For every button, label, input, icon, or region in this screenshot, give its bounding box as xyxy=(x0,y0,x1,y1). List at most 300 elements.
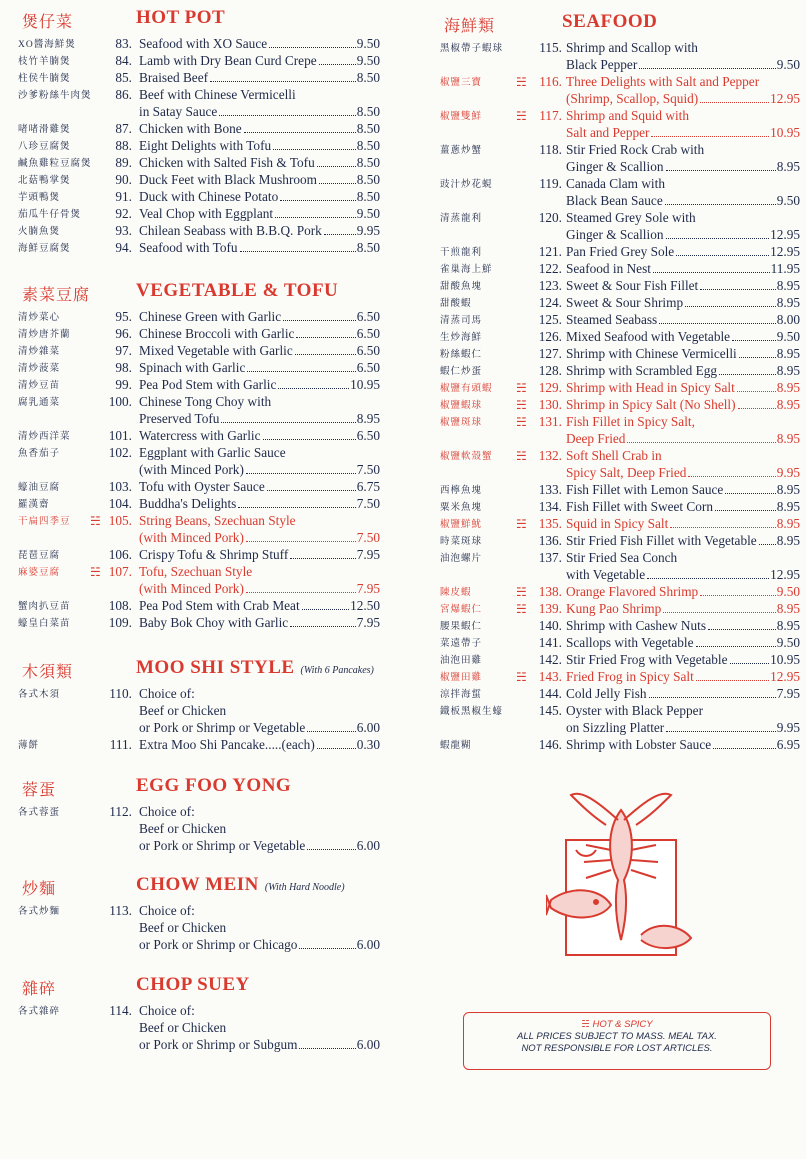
item-line xyxy=(566,668,800,685)
item-price: 8.95 xyxy=(776,363,800,378)
item-number: 118. xyxy=(539,142,562,157)
hot-pepper-icon: ☵ xyxy=(516,75,527,89)
item-description: Cold Jelly Fish xyxy=(566,686,647,701)
dot-leader xyxy=(647,578,769,579)
item-price: 6.00 xyxy=(356,720,380,735)
item-line xyxy=(566,396,800,413)
item-chinese-name: 腐乳通菜 xyxy=(18,398,61,408)
item-line xyxy=(566,260,800,277)
item-price: 7.50 xyxy=(356,530,380,545)
item-description: Shrimp with Scrambled Egg xyxy=(566,363,718,378)
item-chinese-name: 火腩魚煲 xyxy=(18,227,61,237)
item-description: Beef or Chicken xyxy=(139,1020,227,1035)
item-line xyxy=(139,393,380,410)
item-price: 12.95 xyxy=(770,567,800,582)
item-description: Shrimp with Chinese Vermicelli xyxy=(566,346,737,361)
lost-articles-notice: NOT RESPONSIBLE FOR LOST ARTICLES. xyxy=(521,1043,713,1054)
item-description: Sweet & Sour Fish Fillet xyxy=(566,278,699,293)
hot-pepper-icon: ☵ xyxy=(516,398,527,412)
item-line xyxy=(139,52,380,69)
item-description: Pan Fried Grey Sole xyxy=(566,244,675,259)
item-line xyxy=(566,158,800,175)
dot-leader xyxy=(659,323,776,324)
section-egg-foo-yong xyxy=(18,777,380,854)
item-description: Fish Fillet in Spicy Salt, xyxy=(566,414,695,429)
hot-spicy-legend: HOT & SPICY xyxy=(592,1019,653,1030)
item-price: 8.50 xyxy=(356,121,380,136)
item-number: 130. xyxy=(538,397,562,412)
hot-pepper-icon: ☵ xyxy=(516,449,527,463)
dot-leader xyxy=(210,81,356,82)
menu-item xyxy=(18,205,380,222)
item-chinese-name: 北菇鴨掌煲 xyxy=(18,176,71,186)
item-line xyxy=(139,546,380,563)
item-chinese-name: 海鮮豆腐煲 xyxy=(18,244,71,254)
menu-item xyxy=(18,120,380,137)
item-price: 8.50 xyxy=(356,155,380,170)
item-description: Stir Fried Sea Conch xyxy=(566,550,678,565)
item-line xyxy=(139,205,380,222)
item-number: 146. xyxy=(538,737,562,752)
item-description: Spinach with Garlic xyxy=(139,360,246,375)
item-price: 8.95 xyxy=(776,618,800,633)
item-line xyxy=(139,820,380,837)
menu-item xyxy=(440,362,800,379)
item-line xyxy=(566,226,800,243)
item-description: String Beans, Szechuan Style xyxy=(139,513,296,528)
menu-item xyxy=(440,175,800,209)
item-number: 101. xyxy=(108,428,132,443)
item-number: 83. xyxy=(115,36,132,51)
item-description: Black Pepper xyxy=(566,57,638,72)
item-number: 115. xyxy=(539,40,562,55)
section-chinese-title: 素菜豆腐 xyxy=(22,287,91,304)
section-chinese-title: 炒麵 xyxy=(22,881,57,898)
item-chinese-name: 清炒豆苗 xyxy=(18,381,61,391)
item-description: Shrimp with Head in Spicy Salt xyxy=(566,380,735,395)
item-price: 7.95 xyxy=(356,615,380,630)
item-price: 9.50 xyxy=(776,57,800,72)
section-title-text: HOT POT xyxy=(136,7,226,28)
item-price: 8.95 xyxy=(776,431,800,446)
item-chinese-name: 柱侯牛腩煲 xyxy=(18,74,71,84)
item-line xyxy=(139,171,380,188)
item-description: Chicken with Salted Fish & Tofu xyxy=(139,155,315,170)
item-description: Ginger & Scallion xyxy=(566,227,664,242)
item-description: Oyster with Black Pepper xyxy=(566,703,704,718)
item-line xyxy=(566,107,800,124)
tax-notice: ALL PRICES SUBJECT TO MASS. MEAL TAX. xyxy=(517,1031,717,1042)
item-line xyxy=(566,311,800,328)
menu-item xyxy=(440,73,800,107)
item-chinese-name: 枝竹羊腩煲 xyxy=(18,57,71,67)
item-price: 8.50 xyxy=(356,189,380,204)
item-description: Tofu with Oyster Sauce xyxy=(139,479,265,494)
menu-item xyxy=(440,396,800,413)
section-title xyxy=(136,775,291,797)
item-description: Shrimp with Cashew Nuts xyxy=(566,618,706,633)
item-chinese-name: 豉汁炒花蜆 xyxy=(440,180,493,190)
item-description: Beef with Chinese Vermicelli xyxy=(139,87,296,102)
item-chinese-name: 八珍豆腐煲 xyxy=(18,142,71,152)
item-line xyxy=(139,359,380,376)
dot-leader xyxy=(739,357,776,358)
item-line xyxy=(566,430,800,447)
section-note: (With Hard Noodle) xyxy=(264,882,345,893)
item-description: Chilean Seabass with B.B.Q. Pork xyxy=(139,223,322,238)
dot-leader xyxy=(244,132,356,133)
dot-leader xyxy=(696,646,776,647)
menu-item xyxy=(18,393,380,427)
item-price: 6.95 xyxy=(776,737,800,752)
item-number: 143. xyxy=(538,669,562,684)
item-number: 121. xyxy=(538,244,562,259)
item-line xyxy=(139,69,380,86)
item-number: 105. xyxy=(108,513,132,528)
item-description: Shrimp and Squid with xyxy=(566,108,690,123)
item-description: Sweet & Sour Shrimp xyxy=(566,295,684,310)
item-number: 100. xyxy=(108,394,132,409)
menu-item xyxy=(440,532,800,549)
item-line xyxy=(566,328,800,345)
item-number: 95. xyxy=(115,309,132,324)
dot-leader xyxy=(627,442,775,443)
item-price: 12.95 xyxy=(770,244,800,259)
item-number: 88. xyxy=(115,138,132,153)
menu-item xyxy=(440,243,800,260)
item-number: 139. xyxy=(538,601,562,616)
dot-leader xyxy=(696,680,769,681)
item-description: Duck Feet with Black Mushroom xyxy=(139,172,318,187)
dot-leader xyxy=(688,476,775,477)
item-description: Squid in Spicy Salt xyxy=(566,516,669,531)
item-number: 122. xyxy=(538,261,562,276)
item-price: 6.00 xyxy=(356,838,380,853)
item-description: Braised Beef xyxy=(139,70,209,85)
item-number: 114. xyxy=(109,1003,132,1018)
item-description: Kung Pao Shrimp xyxy=(566,601,662,616)
item-line xyxy=(139,137,380,154)
item-description: Duck with Chinese Potato xyxy=(139,189,279,204)
menu-item xyxy=(18,685,380,736)
menu-item xyxy=(440,549,800,583)
item-description: (Shrimp, Scallop, Squid) xyxy=(566,91,699,106)
item-description: Soft Shell Crab in xyxy=(566,448,662,463)
item-price: 9.50 xyxy=(776,635,800,650)
dot-leader xyxy=(708,629,776,630)
item-description: Preserved Tofu xyxy=(139,411,220,426)
item-number: 133. xyxy=(538,482,562,497)
hot-pepper-icon: ☵ xyxy=(516,585,527,599)
dot-leader xyxy=(715,510,776,511)
item-chinese-name: 清蒸龍利 xyxy=(440,214,483,224)
item-description: Three Delights with Salt and Pepper xyxy=(566,74,760,89)
item-line xyxy=(566,362,800,379)
item-line xyxy=(139,614,380,631)
item-description: or Pork or Shrimp or Subgum xyxy=(139,1037,298,1052)
menu-item xyxy=(440,294,800,311)
dot-leader xyxy=(685,306,776,307)
section-heading xyxy=(18,777,380,803)
section-title xyxy=(136,280,338,302)
section-heading xyxy=(18,282,380,308)
item-line xyxy=(566,566,800,583)
section-hot-pot xyxy=(18,9,380,256)
item-line xyxy=(139,803,380,820)
dot-leader xyxy=(732,340,776,341)
item-line xyxy=(566,413,800,430)
item-line xyxy=(139,1019,380,1036)
item-description: (with Minced Pork) xyxy=(139,462,244,477)
item-price: 8.50 xyxy=(356,240,380,255)
item-price: 11.95 xyxy=(770,261,800,276)
item-chinese-name: 粉絲蝦仁 xyxy=(440,350,483,360)
item-number: 112. xyxy=(109,804,132,819)
item-description: Fish Fillet with Sweet Corn xyxy=(566,499,714,514)
dot-leader xyxy=(295,354,356,355)
item-price: 7.95 xyxy=(776,686,800,701)
item-number: 124. xyxy=(538,295,562,310)
menu-item xyxy=(440,447,800,481)
item-price: 6.50 xyxy=(356,360,380,375)
item-description: in Satay Sauce xyxy=(139,104,218,119)
menu-item xyxy=(440,600,800,617)
menu-item xyxy=(18,52,380,69)
section-chinese-title: 蓉蛋 xyxy=(22,782,57,799)
item-number: 136. xyxy=(538,533,562,548)
item-price: 12.50 xyxy=(350,598,380,613)
menu-item xyxy=(18,614,380,631)
item-description: Pea Pod Stem with Garlic xyxy=(139,377,277,392)
menu-item xyxy=(18,495,380,512)
item-line xyxy=(139,188,380,205)
item-price: 9.95 xyxy=(356,223,380,238)
item-price: 8.00 xyxy=(776,312,800,327)
item-chinese-name: 甜酸蝦 xyxy=(440,299,472,309)
item-chinese-name: 沙爹粉絲牛肉煲 xyxy=(18,91,92,101)
item-price: 8.95 xyxy=(356,411,380,426)
dot-leader xyxy=(290,558,355,559)
item-description: Canada Clam with xyxy=(566,176,665,191)
item-line xyxy=(566,464,800,481)
item-line xyxy=(139,719,380,736)
item-price: 9.50 xyxy=(776,584,800,599)
menu-item xyxy=(440,685,800,702)
item-number: 117. xyxy=(539,108,562,123)
lobster-fish-illustration xyxy=(546,780,696,970)
item-line xyxy=(139,685,380,702)
dot-leader xyxy=(700,595,776,596)
item-line xyxy=(566,243,800,260)
item-chinese-name: 干煎龍利 xyxy=(440,248,483,258)
item-chinese-name: 魚香茄子 xyxy=(18,449,61,459)
item-chinese-name: 各式木須 xyxy=(18,690,61,700)
item-line xyxy=(139,563,380,580)
menu-item xyxy=(18,308,380,325)
item-description: on Sizzling Platter xyxy=(566,720,665,735)
item-price: 10.95 xyxy=(770,652,800,667)
section-title-text: EGG FOO YONG xyxy=(136,775,292,796)
menu-item xyxy=(440,515,800,532)
dot-leader xyxy=(267,490,356,491)
menu-item xyxy=(18,154,380,171)
item-description: Stir Fried Rock Crab with xyxy=(566,142,705,157)
item-chinese-name: 椒鹽蝦球 xyxy=(440,401,483,411)
item-line xyxy=(139,512,380,529)
item-chinese-name: 椒鹽軟殼蟹 xyxy=(440,452,493,462)
item-description: Spicy Salt, Deep Fried xyxy=(566,465,687,480)
item-description: Crispy Tofu & Shrimp Stuff xyxy=(139,547,289,562)
section-moo-shi xyxy=(18,659,380,753)
item-description: Chinese Green with Garlic xyxy=(139,309,282,324)
item-description: Shrimp and Scallop with xyxy=(566,40,698,55)
menu-item xyxy=(18,86,380,120)
menu-item xyxy=(440,617,800,634)
item-number: 102. xyxy=(108,445,132,460)
item-price: 6.00 xyxy=(356,1037,380,1052)
item-number: 108. xyxy=(108,598,132,613)
section-title-text: SEAFOOD xyxy=(562,11,658,32)
menu-item xyxy=(440,39,800,73)
section-heading xyxy=(18,9,380,35)
item-line xyxy=(566,192,800,209)
item-chinese-name: 琵琶豆腐 xyxy=(18,551,61,561)
item-number: 107. xyxy=(108,564,132,579)
dot-leader xyxy=(299,948,355,949)
menu-item xyxy=(440,583,800,600)
item-chinese-name: 麻婆豆腐 xyxy=(18,568,61,578)
item-line xyxy=(139,702,380,719)
menu-item xyxy=(440,277,800,294)
dot-leader xyxy=(666,238,770,239)
item-price: 9.50 xyxy=(356,53,380,68)
item-number: 134. xyxy=(538,499,562,514)
item-chinese-name: 菜遠帶子 xyxy=(440,639,483,649)
item-price: 6.50 xyxy=(356,309,380,324)
menu-item xyxy=(440,736,800,753)
section-title xyxy=(136,974,250,996)
pepper-icon: ☵ xyxy=(581,1019,590,1030)
dot-leader xyxy=(238,507,355,508)
item-chinese-name: 涼拌海蜇 xyxy=(440,690,483,700)
dot-leader xyxy=(719,374,776,375)
item-chinese-name: 清炒西洋菜 xyxy=(18,432,71,442)
dot-leader xyxy=(737,391,776,392)
item-chinese-name: 干扁四季豆 xyxy=(18,517,71,527)
item-line xyxy=(139,86,380,103)
section-heading xyxy=(18,659,380,685)
item-description: Steamed Seabass xyxy=(566,312,658,327)
item-chinese-name: 各式雜碎 xyxy=(18,1007,61,1017)
item-number: 125. xyxy=(538,312,562,327)
item-number: 120. xyxy=(538,210,562,225)
item-number: 85. xyxy=(115,70,132,85)
menu-item xyxy=(440,345,800,362)
item-number: 138. xyxy=(538,584,562,599)
item-line xyxy=(566,617,800,634)
dot-leader xyxy=(653,272,770,273)
item-description: Chinese Broccoli with Garlic xyxy=(139,326,295,341)
item-number: 111. xyxy=(109,737,132,752)
item-chinese-name: 腰果蝦仁 xyxy=(440,622,483,632)
item-line xyxy=(139,495,380,512)
item-description: Salt and Pepper xyxy=(566,125,650,140)
dot-leader xyxy=(263,439,356,440)
menu-item xyxy=(440,668,800,685)
item-description: Baby Bok Choy with Garlic xyxy=(139,615,289,630)
item-number: 131. xyxy=(538,414,562,429)
item-description: Ginger & Scallion xyxy=(566,159,664,174)
item-price: 8.50 xyxy=(356,172,380,187)
menu-item xyxy=(18,239,380,256)
menu-item xyxy=(18,222,380,239)
item-price: 8.50 xyxy=(356,138,380,153)
item-number: 123. xyxy=(538,278,562,293)
menu-item xyxy=(18,376,380,393)
item-price: 8.95 xyxy=(776,499,800,514)
item-description: Mixed Vegetable with Garlic xyxy=(139,343,293,358)
item-line xyxy=(566,447,800,464)
item-price: 10.95 xyxy=(350,377,380,392)
item-description: Chinese Tong Choy with xyxy=(139,394,272,409)
dot-leader xyxy=(725,493,775,494)
item-chinese-name: 椒鹽鮮魷 xyxy=(440,520,483,530)
section-title-text: CHOW MEIN xyxy=(136,874,259,895)
item-line xyxy=(566,634,800,651)
menu-item xyxy=(18,188,380,205)
item-description: Deep Fried xyxy=(566,431,626,446)
item-chinese-name: 生炒海鮮 xyxy=(440,333,483,343)
section-title xyxy=(562,11,657,33)
item-number: 92. xyxy=(115,206,132,221)
item-number: 119. xyxy=(539,176,562,191)
item-number: 140. xyxy=(538,618,562,633)
menu-item xyxy=(18,35,380,52)
menu-item xyxy=(440,498,800,515)
item-chinese-name: 宮爆蝦仁 xyxy=(440,605,483,615)
section-title xyxy=(136,7,225,29)
item-description: Buddha's Delights xyxy=(139,496,237,511)
item-price: 6.50 xyxy=(356,343,380,358)
item-number: 113. xyxy=(109,903,132,918)
section-heading xyxy=(440,13,800,39)
item-price: 8.95 xyxy=(776,380,800,395)
item-chinese-name: 時菜斑球 xyxy=(440,537,483,547)
item-price: 0.30 xyxy=(356,737,380,752)
menu-item xyxy=(440,379,800,396)
item-description: Mixed Seafood with Vegetable xyxy=(566,329,731,344)
menu-item xyxy=(18,512,380,546)
dot-leader xyxy=(299,1048,355,1049)
item-price: 8.50 xyxy=(356,70,380,85)
item-price: 8.95 xyxy=(776,533,800,548)
item-chinese-name: 薑蔥炒蟹 xyxy=(440,146,483,156)
menu-item xyxy=(440,141,800,175)
item-line xyxy=(139,461,380,478)
item-chinese-name: 椒鹽雙鮮 xyxy=(440,112,483,122)
item-price: 7.95 xyxy=(356,547,380,562)
item-chinese-name: 雀巢海上鮮 xyxy=(440,265,493,275)
item-description: Beef or Chicken xyxy=(139,821,227,836)
menu-item xyxy=(18,563,380,597)
item-number: 141. xyxy=(538,635,562,650)
dot-leader xyxy=(307,731,355,732)
item-line xyxy=(139,239,380,256)
item-number: 106. xyxy=(108,547,132,562)
hot-pepper-icon: ☵ xyxy=(516,670,527,684)
item-chinese-name: 茄瓜牛仔骨煲 xyxy=(18,210,82,220)
item-price: 9.50 xyxy=(356,206,380,221)
